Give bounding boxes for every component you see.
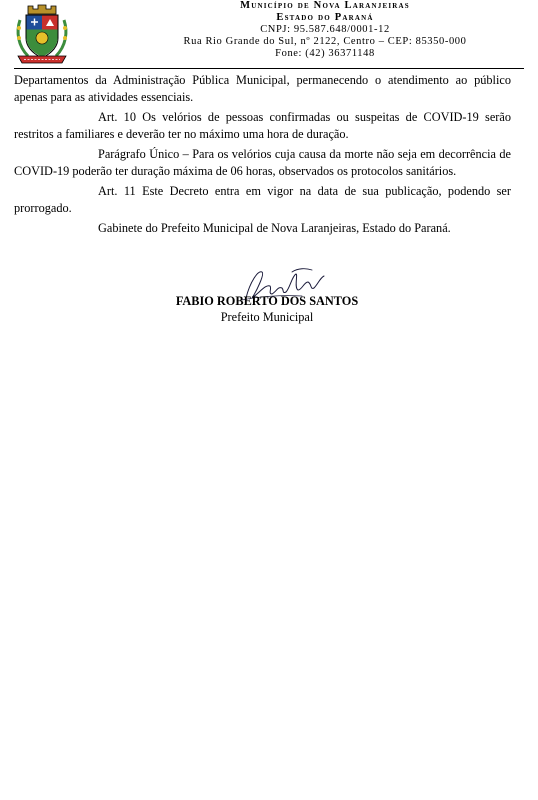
paragraph-closing: Gabinete do Prefeito Municipal de Nova Laranjeiras, Estado do Paraná. xyxy=(98,221,451,235)
document-body xyxy=(14,72,511,241)
paragraph-sole-paragraph: Parágrafo Único – Para os velórios cuja causa da morte não seja em decorrência de COVID-19 poderão ter duração máxima de 06 horas, observados os protocolos sanitários. xyxy=(14,147,511,178)
paragraph-art-10: Art. 10 Os velórios de pessoas confirmadas ou suspeitas de COVID-19 serão restritos a familiares e deverão ter no máximo uma hora de duração. xyxy=(14,110,511,141)
signatory-title: Prefeito Municipal xyxy=(220,310,314,324)
address-line: Rua Rio Grande do Sul, nº 2122, Centro – CEP: 85350-000 xyxy=(183,36,467,47)
cnpj-line: CNPJ: 95.587.648/0001-12 xyxy=(260,24,390,35)
state-name: Estado do Paraná xyxy=(276,12,374,23)
paragraph-art-11: Art. 11 Este Decreto entra em vigor na data de sua publicação, podendo ser prorrogado. xyxy=(14,184,511,215)
phone-line: Fone: (42) 36371148 xyxy=(275,48,375,59)
paragraph-continuation: Departamentos da Administração Pública Municipal, permanecendo o atendimento ao público apenas para as atividades essenciais. xyxy=(14,73,511,104)
header-divider xyxy=(14,68,524,69)
letterhead xyxy=(110,0,538,60)
signatory-name: FABIO ROBERTO DOS SANTOS xyxy=(175,294,359,308)
municipal-coat-of-arms-icon xyxy=(14,2,70,68)
municipality-name: Município de Nova Laranjeiras xyxy=(240,0,410,11)
